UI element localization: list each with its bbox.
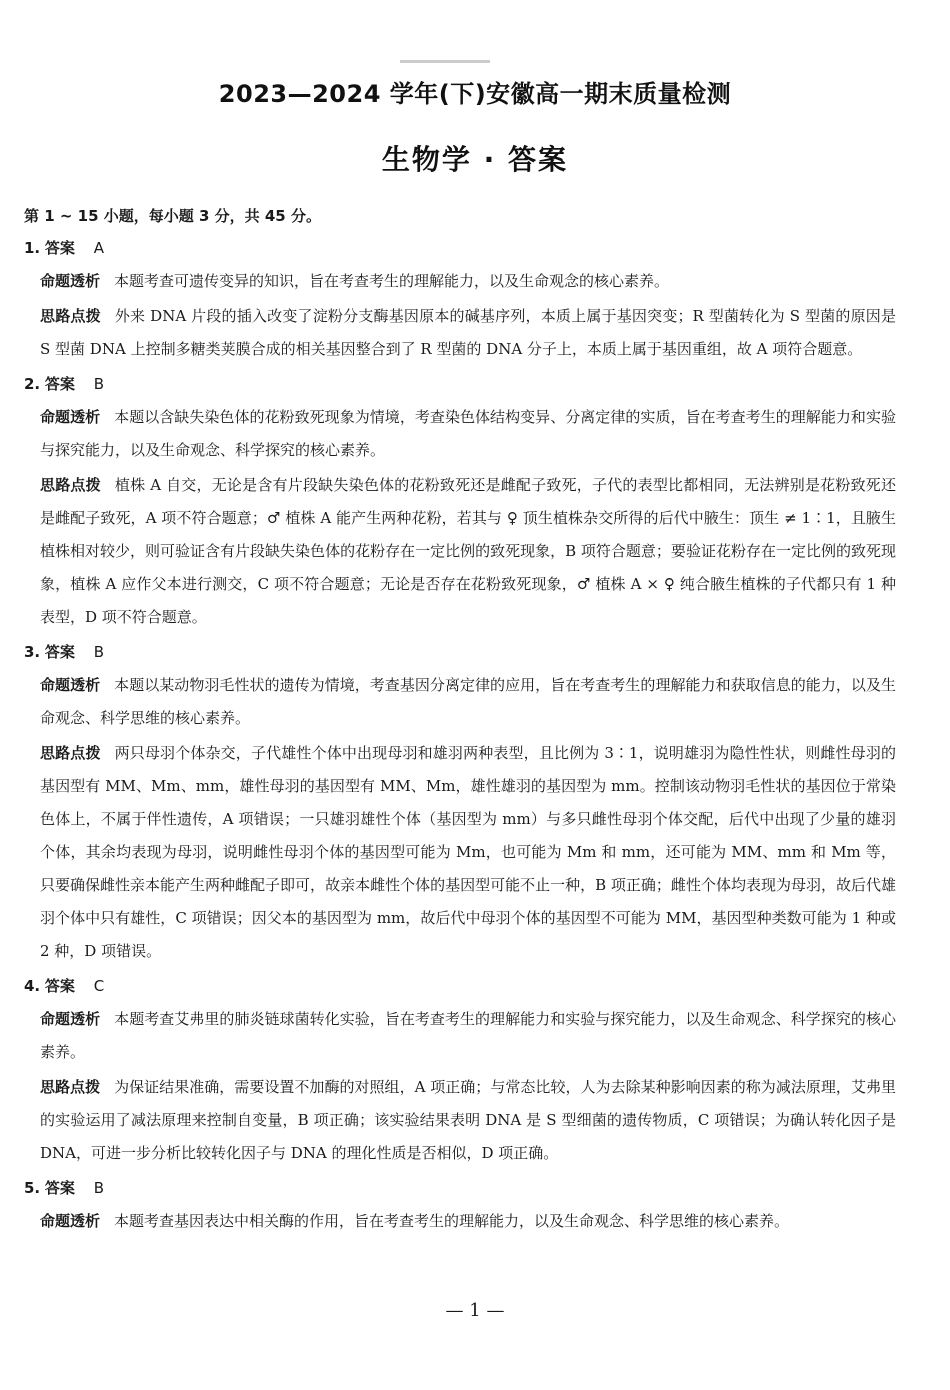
analysis-label: 命题透析 <box>40 676 101 694</box>
answer-line <box>24 372 896 396</box>
analysis-label: 命题透析 <box>40 1010 101 1028</box>
analysis-paragraph <box>24 669 896 735</box>
answer-line <box>24 1176 896 1200</box>
hint-label: 思路点拨 <box>40 307 101 325</box>
answer-label: 答案 <box>44 239 75 257</box>
hint-paragraph <box>24 737 896 968</box>
question-number: 1. <box>24 239 41 257</box>
analysis-paragraph <box>24 401 896 467</box>
question-number: 3. <box>24 643 41 661</box>
question-2 <box>24 372 896 634</box>
hint-label: 思路点拨 <box>40 1078 101 1096</box>
analysis-label: 命题透析 <box>40 272 101 290</box>
hint-text: 植株 A 自交，无论是含有片段缺失染色体的花粉致死还是雌配子致死，子代的表型比都相同，无法辨别是花粉致死还是雌配子致死，A 项不符合题意；♂ 植株 A 能产生两种花粉，若其与 ♀ 顶生植株杂交所得的后代中腋生：顶生 ≠ 1∶1，且腋生植株相对较少，则可验证含有片段缺失染色体的花粉存在一定比例的致死现象，B 项符合题意；要验证花粉存在一定比例的致死现象，植株 A 应作父本进行测交，C 项不符合题意；无论是否存在花粉致死现象，♂ 植株 A × ♀ 纯合腋生植株的子代都只有 1 种表型，D 项不符合题意。 <box>40 476 896 626</box>
answer-value: B <box>93 375 105 393</box>
question-number: 5. <box>24 1179 41 1197</box>
hint-text: 两只母羽个体杂交，子代雄性个体中出现母羽和雄羽两种表型，且比例为 3∶1，说明雄羽为隐性性状，则雌性母羽的基因型有 MM、Mm、mm，雄性母羽的基因型有 MM、Mm，雄性雄羽的基因型为 mm。控制该动物羽毛性状的基因位于常染色体上，不属于伴性遗传，A 项错误；一只雄羽雄性个体（基因型为 mm）与多只雌性母羽个体交配，后代中出现了少量的雄羽个体，其余均表现为母羽，说明雌性母羽个体的基因型可能为 Mm，也可能为 Mm 和 mm，还可能为 MM、mm 和 Mm 等，只要确保雌性亲本能产生两种雌配子即可，故亲本雌性个体的基因型可能不止一种，B 项正确；雌性个体均表现为母羽，故后代雄羽个体中只有雄性，C 项错误；因父本的基因型为 mm，故后代中母羽个体的基因型不可能为 MM，基因型种类数可能为 1 种或 2 种，D 项错误。 <box>40 744 896 960</box>
answer-label: 答案 <box>44 643 75 661</box>
hint-paragraph <box>24 300 896 366</box>
analysis-text: 本题以某动物羽毛性状的遗传为情境，考查基因分离定律的应用，旨在考查考生的理解能力和获取信息的能力，以及生命观念、科学思维的核心素养。 <box>40 676 896 727</box>
hint-text: 外来 DNA 片段的插入改变了淀粉分支酶基因原本的碱基序列，本质上属于基因突变；R 型菌转化为 S 型菌的原因是 S 型菌 DNA 上控制多糖类荚膜合成的相关基因整合到了 R 型菌的 DNA 分子上，本质上属于基因重组，故 A 项符合题意。 <box>40 307 896 358</box>
analysis-text: 本题考查基因表达中相关酶的作用，旨在考查考生的理解能力，以及生命观念、科学思维的核心素养。 <box>114 1212 790 1230</box>
question-1 <box>24 236 896 366</box>
document-title: 2023—2024 学年(下)安徽高一期末质量检测 <box>218 80 732 108</box>
answer-line <box>24 974 896 998</box>
answer-label: 答案 <box>44 977 75 995</box>
hint-paragraph <box>24 1071 896 1170</box>
answer-line <box>24 640 896 664</box>
document-subtitle: 生物学 · 答案 <box>381 143 569 176</box>
hint-paragraph <box>24 469 896 634</box>
answer-label: 答案 <box>44 1179 75 1197</box>
question-5 <box>24 1176 896 1238</box>
analysis-text: 本题以含缺失染色体的花粉致死现象为情境，考查染色体结构变异、分离定律的实质，旨在考查考生的理解能力和实验与探究能力，以及生命观念、科学探究的核心素养。 <box>40 408 896 459</box>
analysis-paragraph <box>24 265 896 298</box>
question-number: 2. <box>24 375 41 393</box>
page-number: — 1 — <box>445 1300 505 1321</box>
answer-label: 答案 <box>44 375 75 393</box>
answer-value: C <box>93 977 105 995</box>
answer-value: A <box>93 239 104 257</box>
answer-value: B <box>93 643 105 661</box>
analysis-paragraph <box>24 1003 896 1069</box>
answer-content <box>24 204 896 1240</box>
answer-line <box>24 236 896 260</box>
analysis-label: 命题透析 <box>40 1212 101 1230</box>
analysis-text: 本题考查可遗传变异的知识，旨在考查考生的理解能力，以及生命观念的核心素养。 <box>114 272 670 290</box>
answer-value: B <box>93 1179 105 1197</box>
hint-label: 思路点拨 <box>40 476 101 494</box>
section-instructions: 第 1 ~ 15 小题，每小题 3 分，共 45 分。 <box>24 207 321 225</box>
scan-artifact <box>400 60 490 63</box>
hint-label: 思路点拨 <box>40 744 101 762</box>
analysis-text: 本题考查艾弗里的肺炎链球菌转化实验，旨在考查考生的理解能力和实验与探究能力，以及生命观念、科学探究的核心素养。 <box>40 1010 896 1061</box>
question-number: 4. <box>24 977 41 995</box>
question-4 <box>24 974 896 1170</box>
question-3 <box>24 640 896 968</box>
hint-text: 为保证结果准确，需要设置不加酶的对照组，A 项正确；与常态比较，人为去除某种影响因素的称为减法原理，艾弗里的实验运用了减法原理来控制自变量，B 项正确；该实验结果表明 DNA 是 S 型细菌的遗传物质，C 项错误；为确认转化因子是 DNA，可进一步分析比较转化因子与 DNA 的理化性质是否相似，D 项正确。 <box>40 1078 896 1162</box>
analysis-label: 命题透析 <box>40 408 101 426</box>
analysis-paragraph <box>24 1205 896 1238</box>
